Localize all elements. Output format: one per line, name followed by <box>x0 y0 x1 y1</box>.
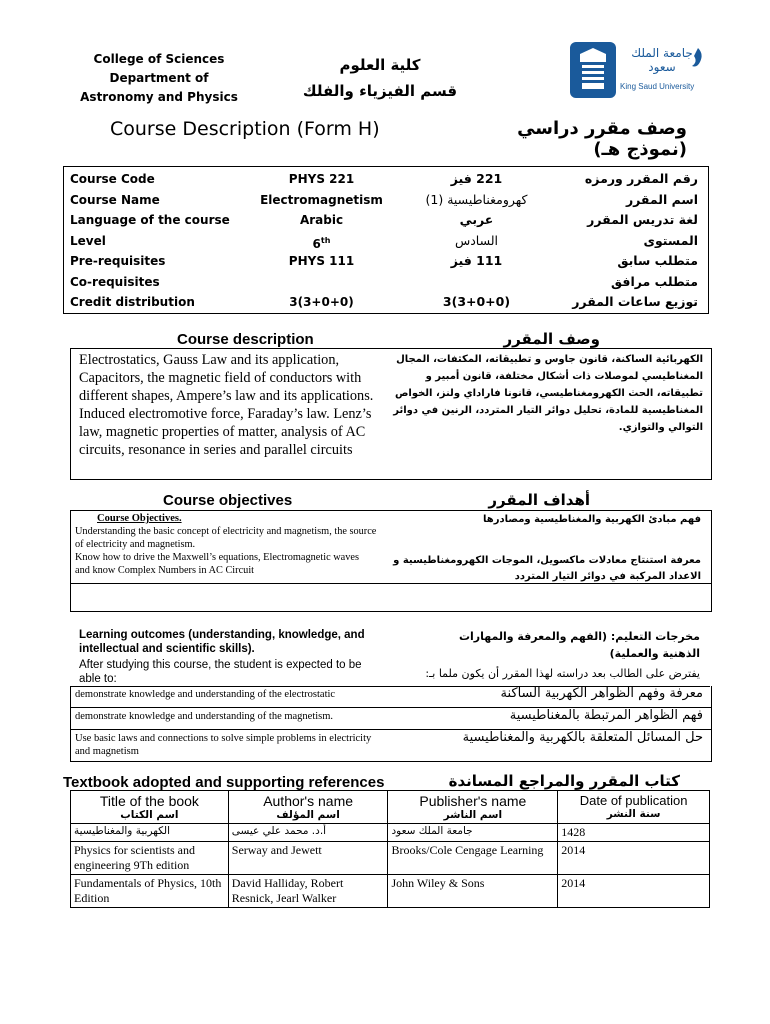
outcome-2-ar: فهم الظواهر المرتبطة بالمغناطيسية <box>509 708 703 723</box>
info-label-ar: توزيع ساعات المقرر <box>572 294 698 309</box>
college-header-en <box>74 50 244 107</box>
description-heading-ar: وصف المقرر <box>503 330 600 348</box>
textbook-table <box>70 790 710 908</box>
outcomes-intro: After studying this course, the student is expected to be able to: <box>79 659 362 685</box>
objective-2: Know how to drive the Maxwell’s equations, Electromagnetic waves and know Complex Numbers in AC Circuit <box>75 552 359 576</box>
book-publisher: جامعة الملك سعود <box>388 824 558 842</box>
book-date: 1428 <box>558 824 710 842</box>
objective-1-ar: فهم مبادئ الكهربية والمغناطيسية ومصادرها <box>483 514 701 525</box>
info-row-prereq <box>64 251 708 272</box>
table-header-row <box>71 791 710 824</box>
info-value-ar: عربي <box>459 212 494 227</box>
outcome-row <box>70 730 712 762</box>
objectives-subtitle: Course Objectives. <box>97 513 182 524</box>
column-header: Publisher's name اسم الناشر <box>388 791 558 824</box>
description-text: Electrostatics, Gauss Law and its application, Capacitors, the magnetic field of conductors with different shapes, Ampere’s law and its applications. Induced electromotive force, Faraday’s law. Lenz’s law, magnetic properties of matter, analysis of AC circuits, resonance in series and parallel circuits <box>79 352 374 458</box>
description-heading: Course description <box>177 331 314 348</box>
info-row-language <box>64 210 708 231</box>
book-date: 2014 <box>558 875 710 908</box>
table-row <box>71 824 710 842</box>
description-text-ar: الكهربائية الساكنة، قانون جاوس و تطبيقاته، المكثفات، المجال المغناطيسي لموصلات ذات أشكال مختلفة، قانون أمبير و تطبيقاته، الحث الكهرومغناطيسي، قانونا فاراداي ولنز، الخواص المغناطيسية للمادة، تحليل دوائر التيار المتردد، الرنين في دوائر التوالي والتوازي. <box>393 354 703 433</box>
objectives-heading: Course objectives <box>163 492 293 509</box>
ksu-logo <box>570 40 720 100</box>
outcome-row <box>70 708 712 730</box>
info-label: Pre-requisites <box>70 254 166 268</box>
textbook-heading: Textbook adopted and supporting references <box>63 774 385 791</box>
college-header-ar <box>300 52 460 104</box>
department-line2: Astronomy and Physics <box>80 90 238 104</box>
info-label-ar: لغة تدريس المقرر <box>587 212 698 227</box>
form-title-en: Course Description (Form H) <box>110 118 380 140</box>
logo-text-ar: جامعة الملك سعود <box>631 46 693 74</box>
form-title-ar: وصف مقرر دراسي (نموذج هـ) <box>517 118 687 160</box>
info-value: 3(3+0+0) <box>289 295 354 309</box>
objective-2-ar: معرفة استنتاج معادلات ماكسويل، الموجات الكهرومغناطيسية و الاعداد المركبة في دوائر التيار المتردد <box>393 555 701 582</box>
book-publisher: Brooks/Cole Cengage Learning <box>388 842 558 875</box>
book-title: Physics for scientists and engineering 9Th edition <box>71 842 229 875</box>
department-name-ar: قسم الفيزياء والفلك <box>302 82 458 100</box>
table-row <box>71 875 710 908</box>
college-name-ar: كلية العلوم <box>339 56 421 74</box>
info-value-ar: كهرومغناطيسية (1) <box>425 191 528 207</box>
outcomes-intro-ar: يفترض على الطالب بعد دراسته لهذا المقرر أن يكون ملما بـ: <box>425 667 700 680</box>
outcome-row <box>70 686 712 708</box>
course-info-table <box>63 166 709 314</box>
outcome-2: demonstrate knowledge and understanding of the magnetism. <box>75 711 334 722</box>
info-label-ar: المستوى <box>643 232 698 248</box>
info-label-ar: متطلب سابق <box>617 253 698 268</box>
info-value-ar: السادس <box>454 232 499 248</box>
info-label: Level <box>70 233 106 248</box>
table-row <box>71 842 710 875</box>
info-row-coreq <box>64 272 708 293</box>
outcome-1: demonstrate knowledge and understanding of the electrostatic <box>75 689 336 700</box>
book-title: Fundamentals of Physics, 10th Edition <box>71 875 229 908</box>
book-title: الكهربية والمغناطيسية <box>71 824 229 842</box>
info-label-ar: متطلب مرافق <box>611 273 698 289</box>
info-label: Course Code <box>70 172 155 186</box>
book-author: أ.د. محمد علي عيسى <box>228 824 388 842</box>
info-value: PHYS 111 <box>288 254 355 268</box>
info-value: 6th <box>312 235 331 251</box>
objectives-box <box>70 510 712 612</box>
column-header: Author's name اسم المؤلف <box>228 791 388 824</box>
objective-1: Understanding the basic concept of electricity and magnetism, the source of electricity and magnetism. <box>75 526 377 550</box>
info-label-ar: اسم المقرر <box>625 191 698 207</box>
info-label-ar: رقم المقرر ورمزه <box>584 171 698 186</box>
outcome-3: Use basic laws and connections to solve simple problems in electricity and magnetism <box>75 733 372 757</box>
info-row-course-code <box>64 169 708 190</box>
column-header: Title of the book اسم الكتاب <box>71 791 229 824</box>
info-row-credits <box>64 292 708 313</box>
outcomes-heading: Learning outcomes (understanding, knowledge, and intellectual and scientific skills). <box>79 629 365 655</box>
department-line1: Department of <box>109 71 209 85</box>
book-author: David Halliday, Robert Resnick, Jearl Walker <box>228 875 388 908</box>
info-value-ar: 3(3+0+0) <box>442 294 511 309</box>
info-row-level <box>64 231 708 252</box>
info-label: Language of the course <box>70 213 230 227</box>
info-value-ar: 221 فيز <box>450 171 503 186</box>
info-label: Course Name <box>70 192 160 207</box>
objectives-heading-ar: أهداف المقرر <box>488 491 590 509</box>
info-value: Arabic <box>299 213 344 227</box>
column-header: Date of publication سنة النشر <box>558 791 710 824</box>
outcomes-heading-ar: مخرجات التعليم: (الفهم والمعرفة والمهارات الذهنية والعملية) <box>458 630 700 660</box>
book-publisher: John Wiley & Sons <box>388 875 558 908</box>
info-value: Electromagnetism <box>260 192 383 207</box>
college-name: College of Sciences <box>93 52 225 66</box>
description-box <box>70 348 712 480</box>
book-date: 2014 <box>558 842 710 875</box>
outcome-1-ar: معرفة وفهم الظواهر الكهربية الساكنة <box>500 686 703 701</box>
logo-text-en: King Saud University <box>620 82 695 91</box>
textbook-heading-ar: كتاب المقرر والمراجع المساندة <box>448 772 680 790</box>
outcome-3-ar: حل المسائل المتعلقة بالكهربية والمغناطيسية <box>462 730 703 745</box>
book-author: Serway and Jewett <box>228 842 388 875</box>
info-value: PHYS 221 <box>288 172 355 186</box>
info-label: Credit distribution <box>70 295 195 309</box>
info-value-ar: 111 فيز <box>450 253 503 268</box>
info-label: Co-requisites <box>70 274 160 289</box>
info-row-course-name <box>64 190 708 211</box>
